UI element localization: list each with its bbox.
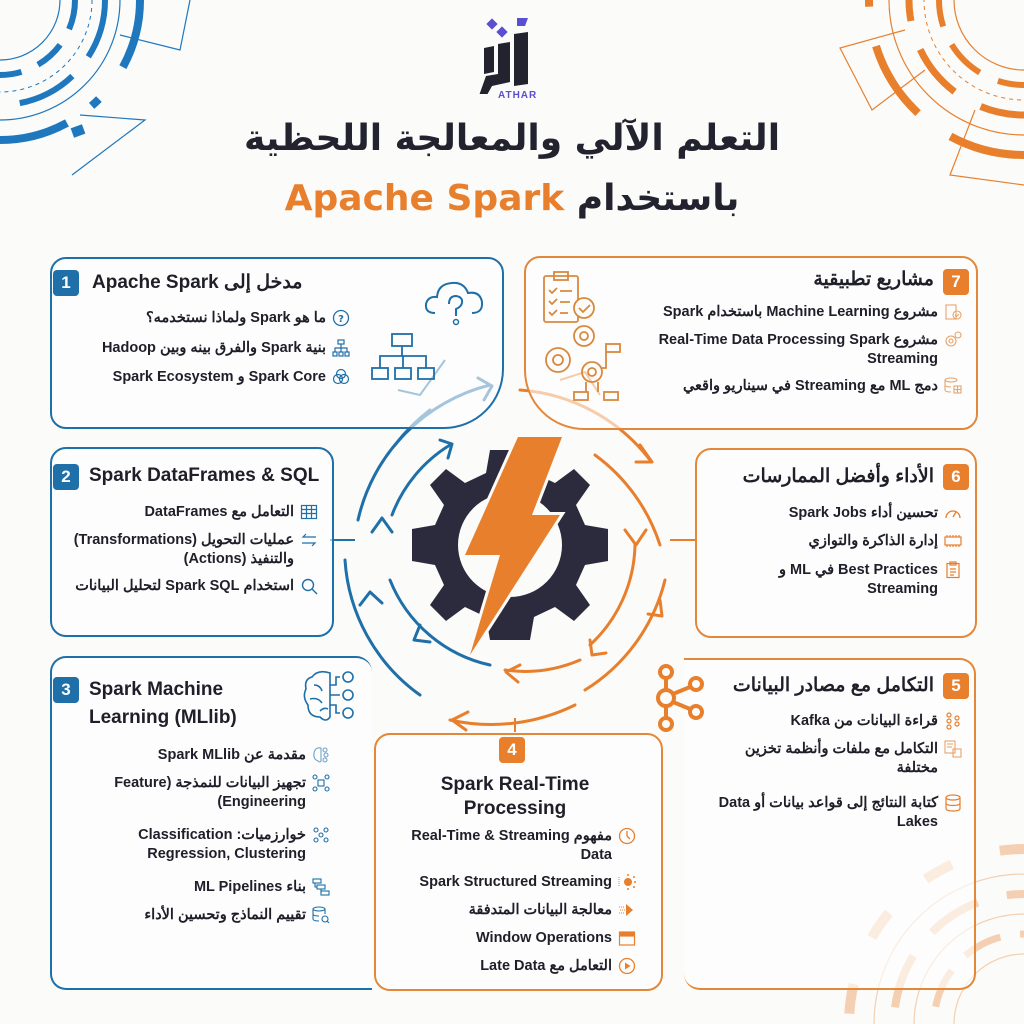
section-2-badge: 2 [53,464,79,490]
main-title: التعلم الآلي والمعالجة اللحظية [243,118,781,159]
athar-logo-mark [462,14,562,94]
database-grid-icon [944,377,962,395]
calendar-icon [618,929,636,947]
cloud-question-icon [420,268,490,338]
table-icon [300,503,318,521]
section-3-item-3: خوارزميات: Classification Regression, Clustering [80,826,330,864]
flow-arrow-icon [618,901,636,919]
gears-network-icon [542,322,624,402]
section-4-title: Spark Real-Time Processing [440,774,590,819]
nodes-icon [312,826,330,844]
section-6-item-1: تحسين أداء Spark Jobs [706,504,962,523]
kafka-icon [944,712,962,730]
section-7-title: مشاريع تطبيقية [813,269,934,290]
pipeline-icon [312,878,330,896]
section-3-badge: 3 [53,677,79,703]
section-5-badge: 5 [943,673,969,699]
section-1-title: مدخل إلى Apache Spark [92,272,303,293]
athar-logo [462,14,562,98]
subtitle-english: Apache Spark [284,178,565,219]
network-icon [312,774,330,792]
section-3-item-4: بناء ML Pipelines [80,878,330,897]
gear-lightning-icon [412,437,608,655]
memory-chip-icon [944,532,962,550]
search-icon [300,577,318,595]
subtitle [0,178,1024,219]
section-4-item-1: مفهوم Real-Time & Streaming Data [390,827,636,865]
section-6-badge: 6 [943,464,969,490]
section-3-item-5: تقييم النماذج وتحسين الأداء [80,906,330,925]
gears-icon [944,331,962,349]
section-5-title: التكامل مع مصادر البيانات [732,675,934,696]
database-icon [944,794,962,812]
section-7-item-3: دمج ML مع Streaming في سيناريو واقعي [640,377,962,396]
database-search-icon [312,906,330,924]
speedometer-icon [944,504,962,522]
subtitle-arabic: باستخدام [576,178,740,219]
section-4-badge: 4 [499,737,525,763]
section-2-title: Spark DataFrames & SQL [89,465,320,486]
question-circle-icon [332,309,350,327]
athar-logo-text: ATHAR [498,90,538,101]
section-2-item-2: عمليات التحويل (Transformations) والتنفيذ (Actions) [58,531,318,569]
section-1-item-1: ما هو Spark ولماذا نستخدمه؟ ? [80,309,350,328]
section-3-item-2: تجهيز البيانات للنمذجة (Feature Engineering) [80,774,330,812]
section-4-item-3: معالجة البيانات المتدفقة [390,901,636,920]
section-5-item-2: التكامل مع ملفات وأنظمة تخزين مختلفة [700,740,962,778]
ecosystem-icon [332,368,350,386]
section-7-item-2: مشروع Real-Time Data Processing Spark Streaming [640,331,962,369]
section-7-badge: 7 [943,269,969,295]
section-3-item-1: مقدمة عن Spark MLlib [80,746,330,765]
section-6-item-2: إدارة الذاكرة والتوازي [706,532,962,551]
clipboard-list-icon [944,561,962,579]
section-2-item-1: التعامل مع DataFrames [60,503,318,522]
clock-icon [618,827,636,845]
stream-burst-icon [618,873,636,891]
section-7-item-1: مشروع Machine Learning باستخدام Spark [620,303,962,322]
section-4-item-4: Window Operations [390,929,636,948]
section-3-title: Spark Machine Learning (MLlib) [89,679,237,728]
section-4-item-5: التعامل مع Late Data [390,957,636,976]
section-4-item-2: Spark Structured Streaming [390,873,636,892]
hierarchy-icon [370,332,436,382]
section-1-badge: 1 [53,270,79,296]
brain-gears-icon [300,665,362,727]
section-1-item-2: بنية Spark والفرق بينه وبين Hadoop [60,339,350,358]
svg-text:?: ? [338,314,344,325]
clipboard-check-icon [944,303,962,321]
hierarchy-icon [332,339,350,357]
section-2-item-3: استخدام Spark SQL لتحليل البيانات [70,577,318,596]
checklist-icon [540,270,600,328]
files-storage-icon [944,740,962,758]
section-1-item-3: Spark Core و Spark Ecosystem [80,368,350,387]
section-5-item-1: قراءة البيانات من Kafka [700,712,962,731]
section-6-title: الأداء وأفضل الممارسات [742,466,934,487]
play-circle-icon [618,957,636,975]
section-5-item-3: كتابة النتائج إلى قواعد بيانات أو Data Lakes [700,794,962,832]
brain-icon [312,746,330,764]
arrows-exchange-icon [300,531,318,549]
section-6-item-3: Best Practices في ML و Streaming [706,561,962,599]
